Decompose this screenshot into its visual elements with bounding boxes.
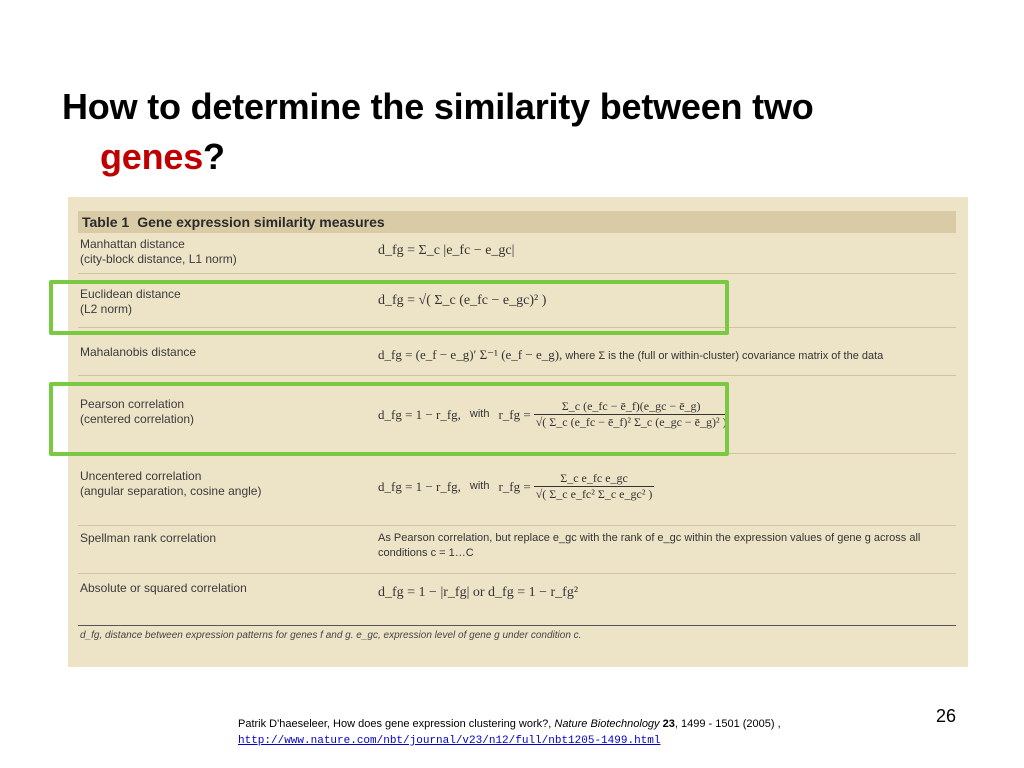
citation-link[interactable]: http://www.nature.com/nbt/journal/v23/n12/full/nbt1205-1499.html bbox=[238, 735, 661, 747]
title-highlight: genes bbox=[100, 136, 204, 177]
table-row-spellman bbox=[78, 531, 956, 574]
row-with: with bbox=[469, 408, 490, 420]
page-number: 26 bbox=[936, 706, 957, 726]
table-footnote: d_fg, distance between expression patterns for genes f and g. e_gc, expression level of gene g under condition c. bbox=[80, 630, 582, 641]
row-r-label: r_fg = bbox=[498, 407, 531, 422]
row-name: Pearson correlation bbox=[80, 397, 185, 411]
table-header bbox=[78, 211, 956, 233]
table-row-absolute bbox=[78, 581, 956, 617]
row-name: Mahalanobis distance bbox=[80, 345, 197, 359]
highlight-box-pearson bbox=[49, 382, 729, 456]
row-name: Uncentered correlation bbox=[80, 469, 202, 483]
title-line1: How to determine the similarity between two bbox=[62, 86, 814, 127]
footnote-divider bbox=[78, 625, 956, 626]
row-formula: d_fg = √( Σ_c (e_fc − e_gc)² ) bbox=[378, 293, 547, 308]
fraction-denominator: √( Σ_c (e_fc − ē_f)² Σ_c (e_gc − ē_g)² ) bbox=[535, 415, 727, 429]
row-subname: (angular separation, cosine angle) bbox=[80, 484, 262, 498]
table-row-manhattan bbox=[78, 237, 956, 274]
row-formula: d_fg = 1 − |r_fg| or d_fg = 1 − r_fg² bbox=[378, 585, 579, 600]
uncentered-fraction bbox=[534, 471, 655, 502]
citation-text: Patrik D'haeseleer, How does gene expression clustering work?, bbox=[238, 718, 555, 730]
row-subname: (centered correlation) bbox=[80, 412, 195, 426]
citation-tail: , 1499 - 1501 (2005) , bbox=[674, 718, 781, 730]
table-row-mahalanobis bbox=[78, 345, 956, 376]
row-name: Spellman rank correlation bbox=[80, 531, 217, 545]
row-with: with bbox=[469, 480, 490, 492]
table-caption: Gene expression similarity measures bbox=[137, 214, 385, 230]
citation bbox=[238, 716, 878, 749]
row-name: Absolute or squared correlation bbox=[80, 581, 247, 595]
table-row-uncentered bbox=[78, 469, 956, 526]
row-formula: d_fg = (e_f − e_g)′ Σ⁻¹ (e_f − e_g), bbox=[378, 347, 563, 362]
row-note: where Σ is the (full or within-cluster) covariance matrix of the data bbox=[565, 350, 884, 362]
row-r-label: r_fg = bbox=[498, 479, 531, 494]
fraction-denominator: √( Σ_c e_fc² Σ_c e_gc² ) bbox=[535, 487, 653, 501]
row-formula: d_fg = 1 − r_fg, bbox=[378, 407, 461, 422]
title-suffix: ? bbox=[203, 136, 225, 177]
row-name: Euclidean distance bbox=[80, 287, 181, 301]
row-description: As Pearson correlation, but replace e_gc with the rank of e_gc within the expression values of gene g across all conditions c = 1…C bbox=[378, 532, 921, 559]
highlight-box-euclidean bbox=[49, 280, 729, 335]
slide-title bbox=[62, 82, 962, 182]
row-formula: d_fg = 1 − r_fg, bbox=[378, 479, 461, 494]
fraction-numerator: Σ_c e_fc e_gc bbox=[534, 471, 655, 487]
fraction-numerator: Σ_c (e_fc − ē_f)(e_gc − ē_g) bbox=[534, 399, 729, 415]
row-subname: (L2 norm) bbox=[80, 302, 133, 316]
row-formula: d_fg = Σ_c |e_fc − e_gc| bbox=[378, 243, 515, 258]
row-name: Manhattan distance bbox=[80, 237, 185, 251]
citation-volume: 23 bbox=[662, 718, 675, 730]
table-number: Table 1 bbox=[82, 214, 130, 230]
citation-journal: Nature Biotechnology bbox=[554, 718, 660, 730]
row-subname: (city-block distance, L1 norm) bbox=[80, 252, 237, 266]
